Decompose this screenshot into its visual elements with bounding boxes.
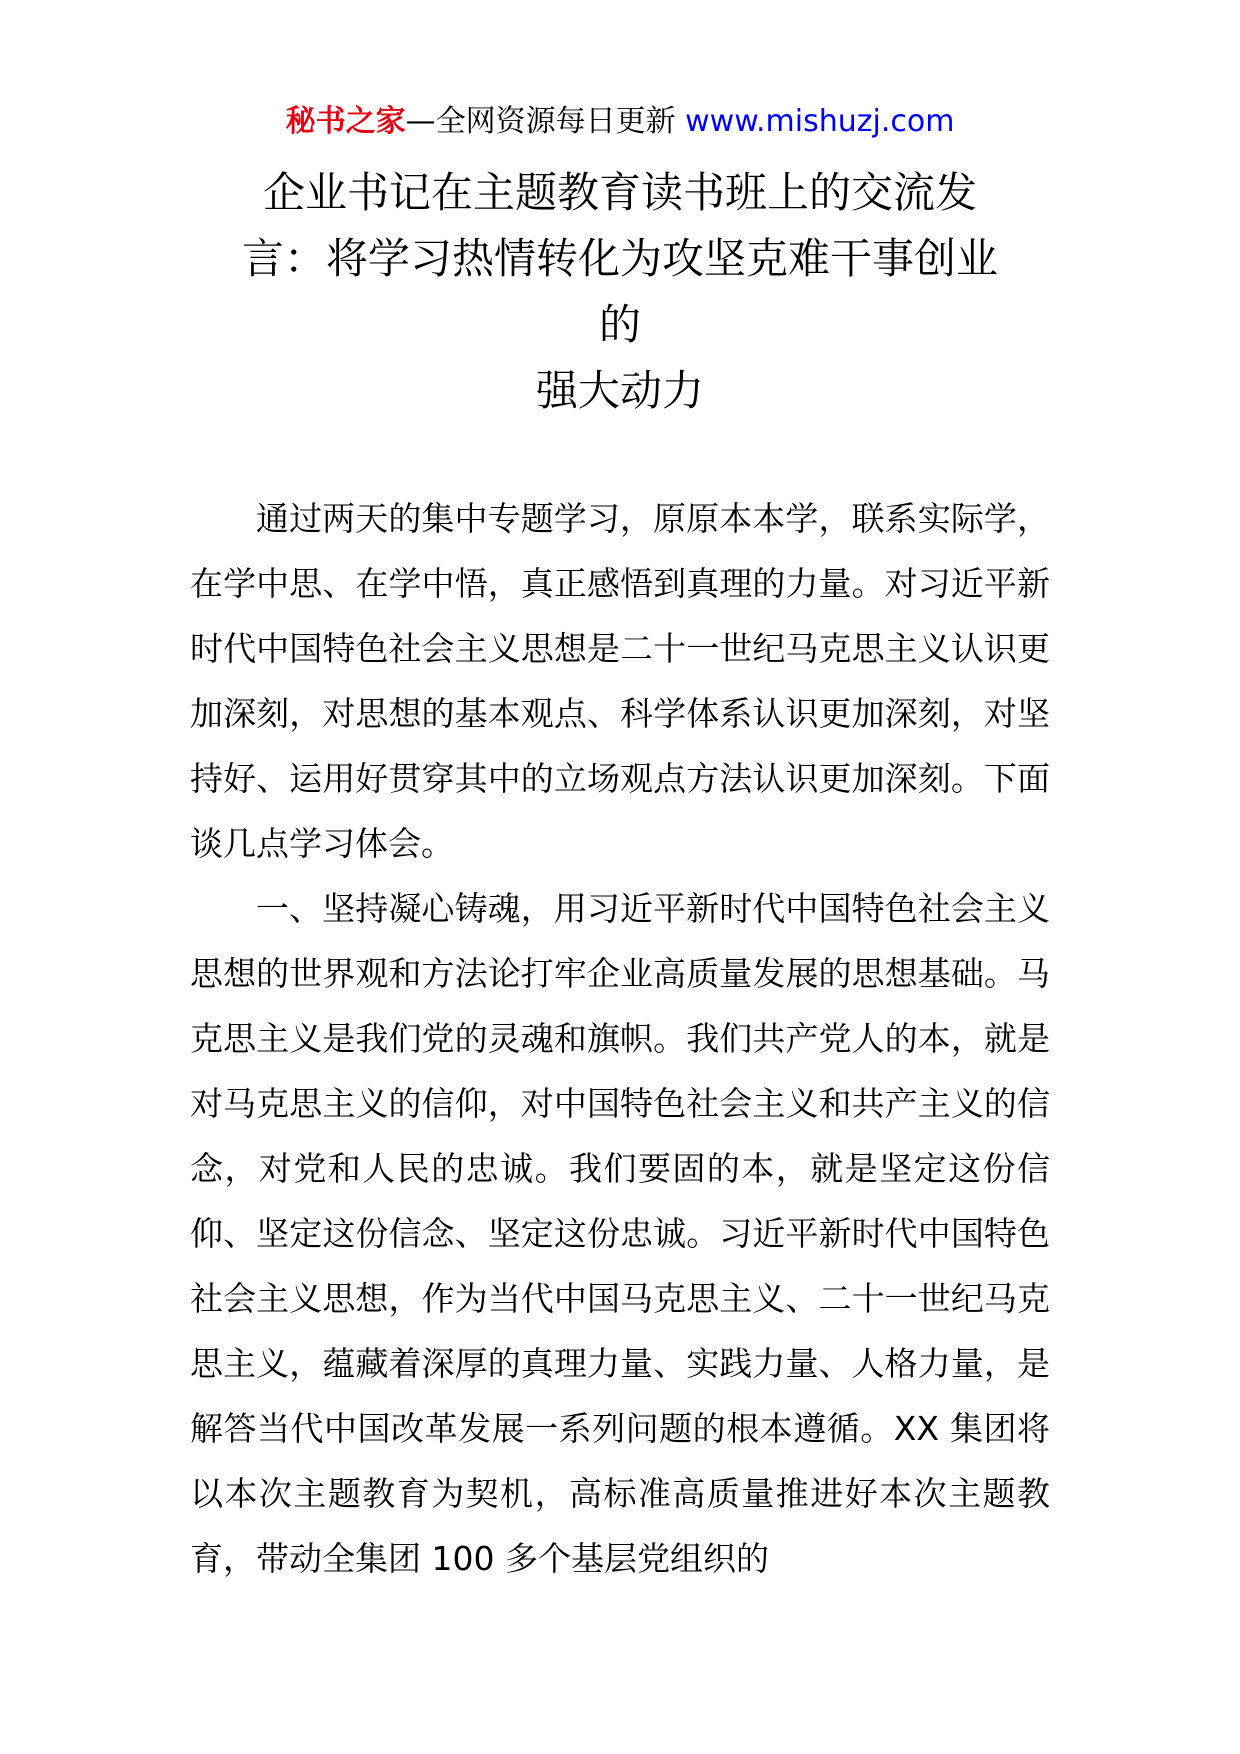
paragraph-section-1: 一、坚持凝心铸魂，用习近平新时代中国特色社会主义思想的世界观和方法论打牢企业高质量发展的思想基础。马克思主义是我们党的灵魂和旗帜。我们共产党人的本，就是对马克思主义的信仰，对中国特色社会主义和共产主义的信念，对党和人民的忠诚。我们要固的本，就是坚定这份信仰、坚定这份信念、坚定这份忠诚。习近平新时代中国特色社会主义思想，作为当代中国马克思主义、二十一世纪马克思主义，蕴藏着深厚的真理力量、实践力量、人格力量，是解答当代中国改革发展一系列问题的根本遵循。XX 集团将以本次主题教育为契机，高标准高质量推进好本次主题教育，带动全集团 100 多个基层党组织的 <box>190 889 1050 1578</box>
title-line-4: 强大动力 <box>535 366 704 415</box>
document-title <box>190 160 1050 424</box>
header-tagline: —全网资源每日更新 <box>405 104 676 139</box>
title-line-2: 言：将学习热情转化为攻坚克难干事创业 <box>241 234 998 283</box>
paragraph-intro: 通过两天的集中专题学习，原原本本学，联系实际学，在学中思、在学中悟，真正感悟到真理的力量。对习近平新时代中国特色社会主义思想是二十一世纪马克思主义认识更加深刻，对思想的基本观点、科学体系认识更加深刻，对坚持好、运用好贯穿其中的立场观点方法认识更加深刻。下面谈几点学习体会。 <box>190 499 1050 863</box>
title-line-1: 企业书记在主题教育读书班上的交流发 <box>262 168 977 217</box>
title-line-3: 的 <box>598 300 641 349</box>
document-body <box>190 486 1050 1591</box>
site-header <box>0 100 1240 144</box>
site-url-link[interactable]: www.mishuzj.com <box>685 104 955 139</box>
brand-name: 秘书之家 <box>285 104 406 139</box>
